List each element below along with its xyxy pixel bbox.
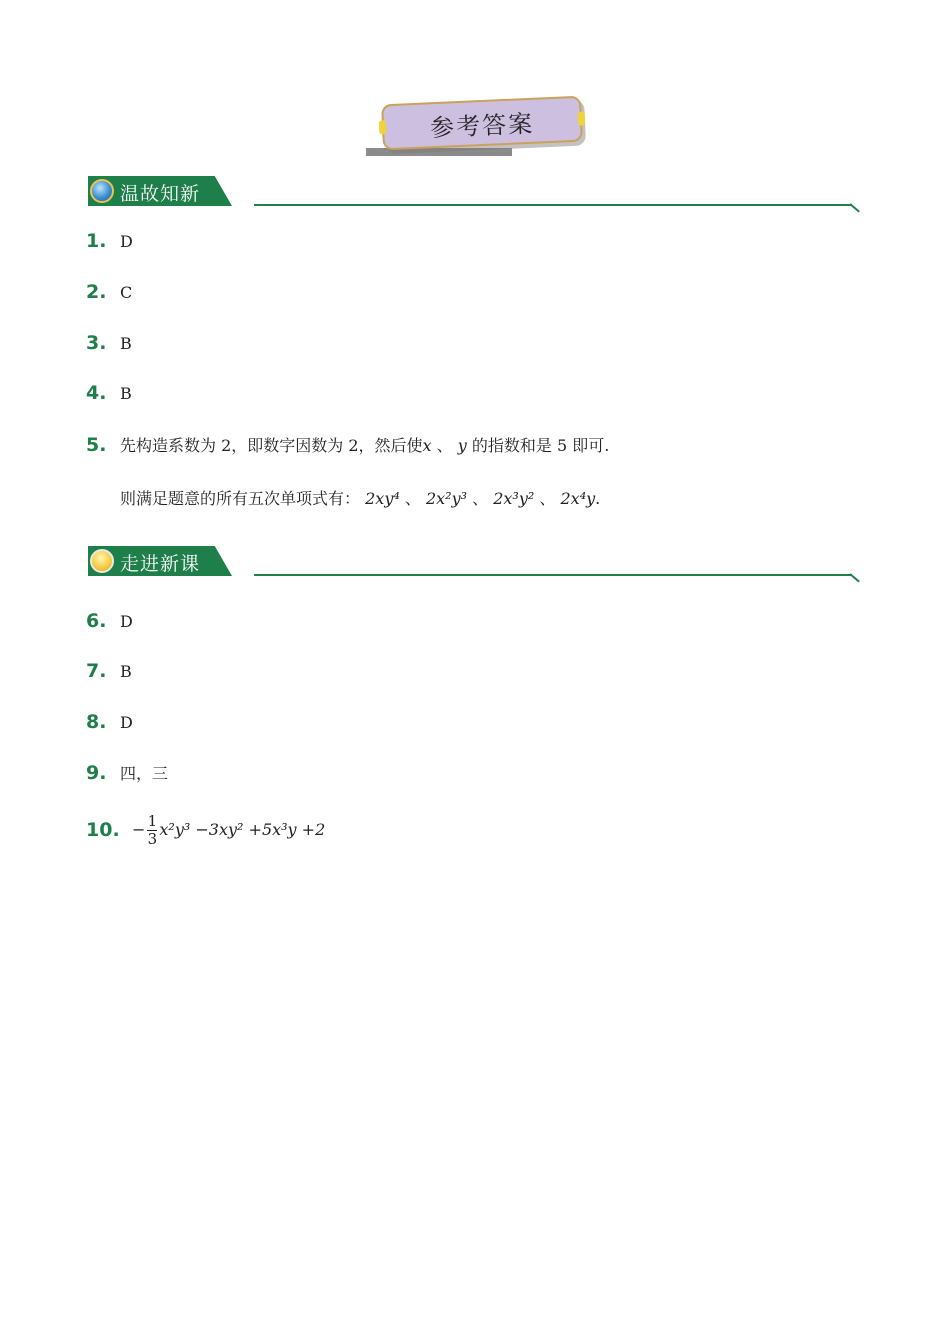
monomial-term: 2x⁴y [560,489,596,508]
section-header-new-lesson [88,546,868,578]
answer-text: D [120,713,133,732]
section-divider [254,574,852,576]
answer-lead-text: 则满足题意的所有五次单项式有： [120,489,361,508]
monomial-term: 2x³y² [493,489,535,508]
section-divider [254,204,852,206]
answer-number: 1. [86,230,107,252]
answer-text-line1: 先构造系数为 2，即数字因数为 2，然后使x 、 y 的指数和是 5 即可. [120,436,610,455]
answer-text: B [120,662,132,681]
answer-number: 6. [86,610,107,632]
section-divider-end [849,203,859,212]
answer-number: 2. [86,281,107,303]
polynomial-expression: − $\frac{1}{3}$ x²y³ −3xy² +5x³y +2 [132,811,326,848]
answer-title-badge [366,96,582,160]
section-label: 走进新课 [120,553,201,575]
answer-item-9 [86,761,168,791]
monomial-term: 2x²y³ [425,489,468,508]
lightbulb-icon [90,549,114,573]
answer-text: 四，三 [120,764,169,783]
fraction: $\frac{1}{3}$ [147,811,158,848]
answer-item-8 [86,711,133,741]
answer-number: 4. [86,382,107,404]
monomial-term: 2xy⁴ [365,489,400,508]
answer-number: 5. [86,434,107,456]
answer-text: D [120,612,133,631]
answer-number: 7. [86,660,107,682]
page-title: 参考答案 [429,109,535,142]
answer-item-6 [86,610,133,640]
ribbon-tab-icon [578,112,586,126]
answer-item-1 [86,230,133,260]
answer-item-3 [86,332,132,362]
globe-icon [90,179,114,203]
answer-item-4 [86,382,132,412]
answer-text: D [120,232,133,251]
answer-text: B [120,334,132,353]
section-header-review [88,176,868,208]
section-label: 温故知新 [120,183,201,205]
section-divider-end [849,573,859,582]
title-ribbon [381,96,583,151]
answer-text: B [120,384,132,403]
answer-number: 10. [86,819,120,841]
answer-5-line2: 则满足题意的所有五次单项式有： 2xy⁴ 、 2x²y³ 、 2x³y² 、 2x⁴y. [120,489,601,508]
answer-number: 3. [86,332,107,354]
answer-item-10 [86,808,325,852]
answer-number: 9. [86,762,107,784]
ribbon-tab-icon [379,120,387,134]
answer-text: C [120,283,133,302]
answer-item-7 [86,660,132,690]
answer-number: 8. [86,711,107,733]
answer-item-5 [86,433,609,463]
answer-item-2 [86,281,132,311]
